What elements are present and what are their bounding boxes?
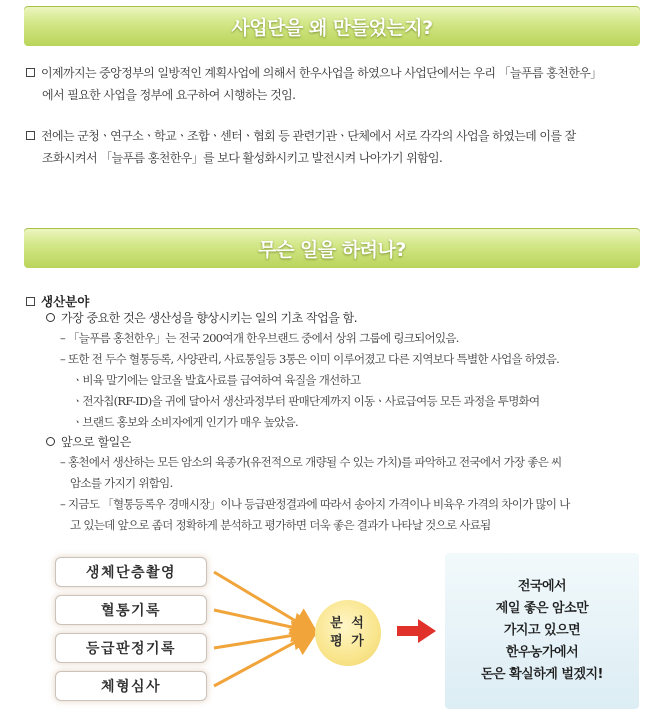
result-line: 가지고 있으면 <box>503 623 581 638</box>
result-line: 한우농가에서 <box>505 645 579 660</box>
sub-heading-text: 앞으로 할일은 <box>61 435 131 449</box>
red-arrow-icon <box>397 619 436 643</box>
list-item: ㆍ전자칩(RF-ID)을 귀에 달아서 생산과정부터 판매단계까지 이동ㆍ사료급여등 모든 과정을 투명화여 <box>72 394 540 408</box>
sub-heading-2 <box>46 433 131 450</box>
paragraph-2 <box>26 125 640 169</box>
circle-bullet-icon <box>46 313 55 322</box>
input-conformation: 체형심사 <box>56 672 206 700</box>
square-bullet-icon <box>26 297 35 306</box>
orange-arrow-2 <box>214 610 314 632</box>
section-title: 사업단을 왜 만들었는지? <box>231 16 433 39</box>
input-pedigree: 혈통기록 <box>56 596 206 624</box>
square-bullet-icon <box>26 68 35 77</box>
list-item: – 또한 전 두수 혈통등록, 사양관리, 사료통일등 3통은 이미 이루어졌고 다른 지역보다 특별한 사업을 하였음. <box>60 352 560 366</box>
para-line: 에서 필요한 사업을 정부에 요구하여 시행하는 것임. <box>42 88 296 102</box>
production-heading <box>26 292 89 310</box>
list-item: – 「늘푸름 홍천한우」는 전국 200여개 한우브랜드 중에서 상위 그룹에 링크되어있음. <box>60 331 459 345</box>
result-line: 전국에서 <box>517 579 567 594</box>
list-item: – 지금도 「혈통등록우 경매시장」이나 등급판정결과에 따라서 송아지 가격이나 비육우 가격의 차이가 많이 나 <box>60 497 570 511</box>
section-banner-what <box>24 228 640 268</box>
sub-heading-text: 가장 중요한 것은 생산성을 향상시키는 일의 기초 작업을 함. <box>61 311 358 325</box>
input-ct-scan: 생체단층촬영 <box>56 558 206 586</box>
list-item: 고 있는데 앞으로 좀더 정확하게 분석하고 평가하면 더욱 좋은 결과가 나타날 것으로 사료됨 <box>70 518 491 532</box>
section-title: 무슨 일을 하려나? <box>258 238 406 261</box>
section-banner-why <box>24 6 640 46</box>
result-line: 돈은 확실하게 벌겠지! <box>480 667 603 682</box>
square-bullet-icon <box>26 131 35 140</box>
para-line: 이제까지는 중앙정부의 일방적인 계획사업에 의해서 한우사업을 하였으나 사업단에서는 우리 「늘푸름 홍천한우」 <box>41 66 602 80</box>
list-item: ㆍ비육 말기에는 알코올 발효사료를 급여하여 육질을 개선하고 <box>72 373 361 387</box>
analysis-label: 분 석 <box>330 616 366 631</box>
orange-arrow-4 <box>214 632 314 686</box>
analysis-circle <box>315 600 381 666</box>
orange-arrow-1 <box>214 572 314 632</box>
para-line: 전에는 군청ㆍ연구소ㆍ학교ㆍ조합ㆍ센터ㆍ협회 등 관련기관ㆍ단체에서 서로 각각의 사업을 하였는데 이를 잘 <box>41 129 576 143</box>
result-line: 제일 좋은 암소만 <box>495 601 589 616</box>
list-item: ㆍ브랜드 홍보와 소비자에게 인기가 매우 높았음. <box>72 415 298 429</box>
paragraph-1 <box>26 62 640 106</box>
heading-text: 생산분야 <box>41 294 90 309</box>
circle-bullet-icon <box>46 437 55 446</box>
list-item: 암소를 가지기 위함임. <box>70 476 173 490</box>
evaluation-label: 평 가 <box>330 634 366 649</box>
input-grade: 등급판정기록 <box>56 634 206 662</box>
list-item: – 홍천에서 생산하는 모든 암소의 육종가(유전적으로 개량될 수 있는 가치)를 파악하고 전국에서 가장 좋은 씨 <box>60 455 562 469</box>
sub-heading-1 <box>46 309 357 326</box>
orange-arrow-3 <box>214 632 314 648</box>
result-box <box>445 553 639 709</box>
para-line: 조화시켜서 「늘푸름 홍천한우」를 보다 활성화시키고 발전시켜 나아가기 위함임. <box>42 151 443 165</box>
